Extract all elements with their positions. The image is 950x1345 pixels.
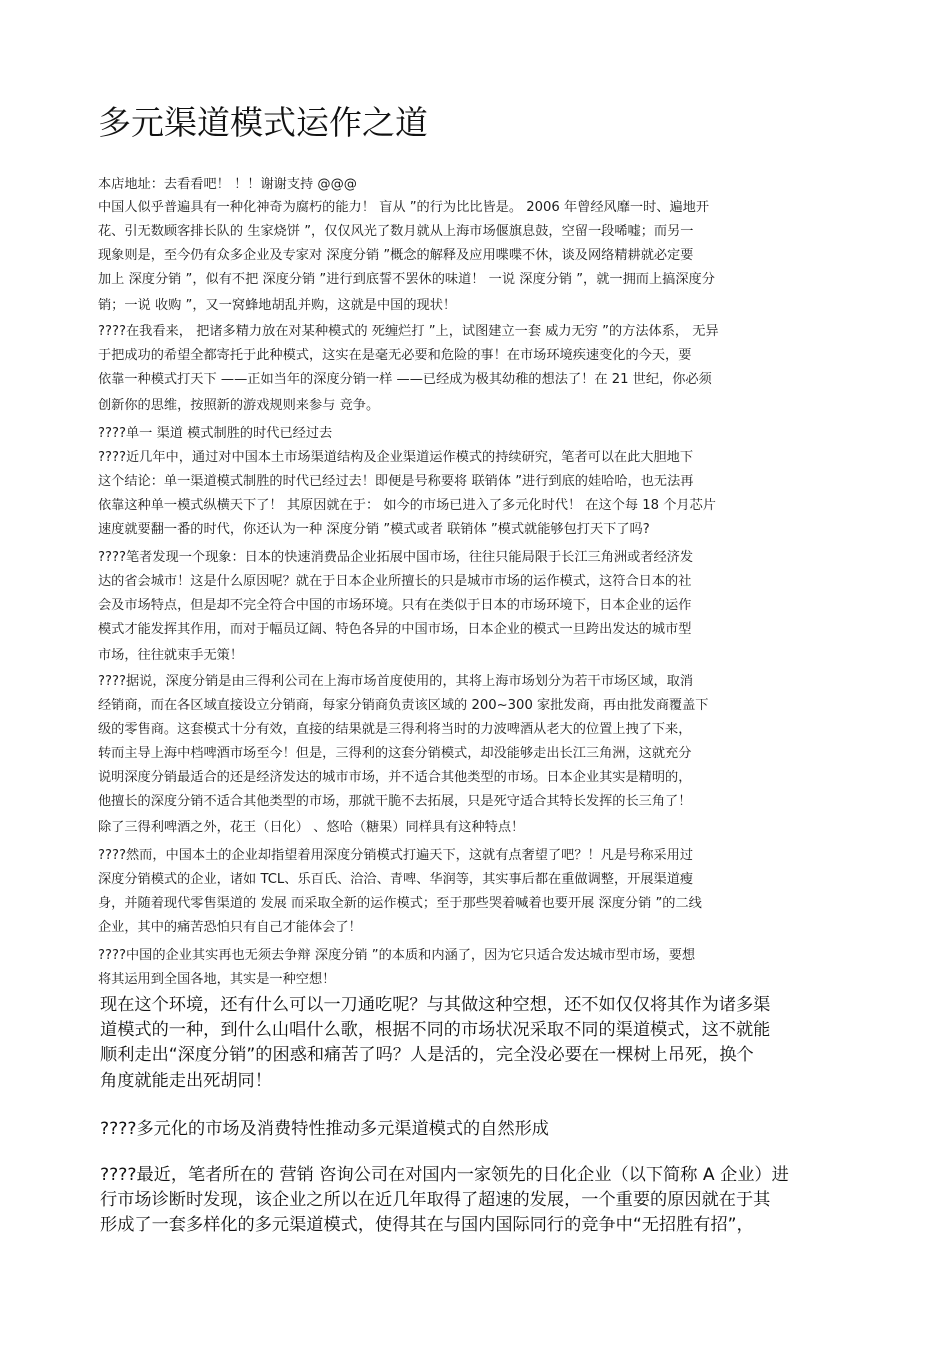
- text-line: ????单一 渠道 模式制胜的时代已经过去: [98, 426, 333, 441]
- text-line: 说明深度分销最适合的还是经济发达的城市市场，并不适合其他类型的市场。日本企业其实是精明的，: [98, 770, 692, 785]
- text-line: 于把成功的希望全都寄托于此种模式，这实在是毫无必要和危险的事！在市场环境疾速变化的今天，要: [98, 348, 692, 363]
- article-title: 多元渠道模式运作之道: [98, 103, 428, 142]
- text-line-large: 形成了一套多样化的多元渠道模式，使得其在与国内国际同行的竞争中“无招胜有招”，: [100, 1215, 754, 1235]
- text-line: 会及市场特点，但是却不完全符合中国的市场环境。只有在类似于日本的市场环境下，日本企业的运作: [98, 598, 692, 613]
- text-line: 这个结论：单一渠道模式制胜的时代已经过去！即便是号称要将 联销体 ”进行到底的娃哈哈，也无法再: [98, 474, 694, 489]
- text-line-large: 行市场诊断时发现，该企业之所以在近几年取得了超速的发展，一个重要的原因就在于其: [100, 1190, 771, 1210]
- text-line-large: 顺利走出“深度分销”的困惑和痛苦了吗？人是活的，完全没必要在一棵树上吊死，换个: [100, 1045, 754, 1065]
- text-line-large: 角度就能走出死胡同！: [100, 1071, 272, 1091]
- text-line: ????中国的企业其实再也无须去争辩 深度分销 ”的本质和内涵了，因为它只适合发达城市型市场，要想: [98, 948, 696, 963]
- text-line: 企业，其中的痛苦恐怕只有自己才能体会了！: [98, 920, 362, 935]
- text-line: 除了三得利啤酒之外，花王（日化） 、悠哈（糖果）同样具有这种特点！: [98, 820, 525, 835]
- text-line: 依靠这种单一模式纵横天下了！ 其原因就在于： 如今的市场已进入了多元化时代！ 在这个每 18 个月芯片: [98, 498, 716, 513]
- text-line: ????在我看来， 把诸多精力放在对某种模式的 死缠烂打 ”上，试图建立一套 威力无穷 ”的方法体系， 无异: [98, 324, 719, 339]
- text-line: 创新你的思维，按照新的游戏规则来参与 竞争。: [98, 398, 380, 413]
- text-line: 他擅长的深度分销不适合其他类型的市场，那就干脆不去拓展，只是死守适合其特长发挥的长三角了！: [98, 794, 692, 809]
- text-line: 依靠一种模式打天下 ——正如当年的深度分销一样 ——已经成为极其幼稚的想法了！在 21 世纪，你必须: [98, 372, 712, 387]
- text-line: 中国人似乎普遍具有一种化神奇为腐朽的能力！ 盲从 ”的行为比比皆是。 2006 年曾经风靡一时、遍地开: [98, 200, 710, 215]
- text-line: 深度分销模式的企业，诸如 TCL、乐百氏、洽洽、青啤、华润等，其实事后都在重做调整，开展渠道瘦: [98, 872, 694, 887]
- text-line: 模式才能发挥其作用，而对于幅员辽阔、特色各异的中国市场，日本企业的模式一旦跨出发达的城市型: [98, 622, 692, 637]
- text-line-large: 现在这个环境，还有什么可以一刀通吃呢？与其做这种空想，还不如仅仅将其作为诸多渠: [100, 995, 771, 1015]
- text-line: 市场，往往就束手无策！: [98, 648, 244, 663]
- text-line-large: 道模式的一种，到什么山唱什么歌，根据不同的市场状况采取不同的渠道模式，这不就能: [100, 1020, 771, 1040]
- text-line: ????据说，深度分销是由三得利公司在上海市场首度使用的，其将上海市场划分为若干市场区域，取消: [98, 674, 694, 689]
- text-line: 速度就要翻一番的时代，你还认为一种 深度分销 ”模式或者 联销体 ”模式就能够包打天下了吗?: [98, 522, 650, 537]
- text-line: 达的省会城市！这是什么原因呢？就在于日本企业所擅长的只是城市市场的运作模式，这符合日本的社: [98, 574, 692, 589]
- text-line: ????然而，中国本土的企业却指望着用深度分销模式打遍天下，这就有点奢望了吧？！凡是号称采用过: [98, 848, 694, 863]
- text-line: ????笔者发现一个现象：日本的快速消费品企业拓展中国市场，往往只能局限于长江三角洲或者经济发: [98, 550, 694, 565]
- text-line: 将其运用到全国各地，其实是一种空想！: [98, 972, 336, 987]
- text-line: 加上 深度分销 ”，似有不把 深度分销 ”进行到底誓不罢休的味道！ 一说 深度分销 ”，就一拥而上搞深度分: [98, 272, 715, 287]
- text-line: 转而主导上海中档啤酒市场至今！但是，三得利的这套分销模式，却没能够走出长江三角洲，这就充分: [98, 746, 692, 761]
- text-line: 身，并随着现代零售渠道的 发展 而采取全新的运作模式；至于那些哭着喊着也要开展 深度分销 ”的二线: [98, 896, 702, 911]
- text-line: ????近几年中，通过对中国本土市场渠道结构及企业渠道运作模式的持续研究，笔者可以在此大胆地下: [98, 450, 694, 465]
- text-line: 销；一说 收购 ”，又一窝蜂地胡乱并购，这就是中国的现状！: [98, 298, 457, 313]
- text-line: 花、引无数顾客排长队的 生家烧饼 ”，仅仅风光了数月就从上海市场偃旗息鼓，空留一段唏嘘；而另一: [98, 224, 694, 239]
- text-line: 现象则是，至今仍有众多企业及专家对 深度分销 ”概念的解释及应用喋喋不休，谈及网络精耕就必定要: [98, 248, 694, 263]
- text-line: 级的零售商。这套模式十分有效，直接的结果就是三得利将当时的力波啤酒从老大的位置上拽了下来，: [98, 722, 692, 737]
- text-line-large: ????多元化的市场及消费特性推动多元渠道模式的自然形成: [100, 1119, 549, 1139]
- text-line: 本店地址：去看看吧！ ！！谢谢支持 @@@: [98, 177, 357, 192]
- text-line-large: ????最近，笔者所在的 营销 咨询公司在对国内一家领先的日化企业（以下简称 A 企业）进: [100, 1165, 789, 1185]
- text-line: 经销商，而在各区域直接设立分销商，每家分销商负责该区域的 200~300 家批发商，再由批发商覆盖下: [98, 698, 709, 713]
